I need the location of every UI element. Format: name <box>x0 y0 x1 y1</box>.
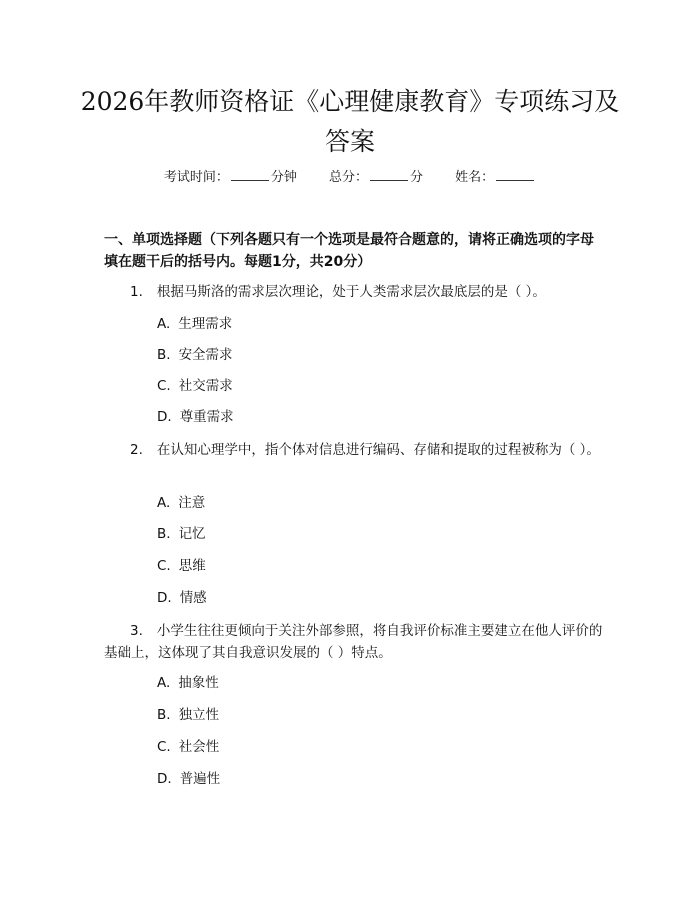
option-letter: B. <box>157 526 171 542</box>
option-text: 独立性 <box>178 707 220 723</box>
option-letter: D. <box>157 771 172 787</box>
option-letter: A. <box>157 675 171 691</box>
student-name-blank <box>496 168 534 181</box>
question-1 <box>104 281 604 303</box>
option-text: 社会性 <box>178 739 220 755</box>
option-1b <box>157 345 233 365</box>
option-3a <box>157 673 219 693</box>
exam-time-unit: 分钟 <box>270 170 297 185</box>
exam-time-label: 考试时间： <box>163 170 229 185</box>
option-text: 普遍性 <box>179 771 221 787</box>
document-title: 2026年教师资格证《心理健康教育》专项练习及答案 <box>80 87 620 156</box>
option-1c <box>157 376 233 396</box>
option-1d <box>157 407 234 427</box>
option-letter: B. <box>157 707 171 723</box>
total-score-blank <box>370 168 408 181</box>
exam-time <box>164 170 301 185</box>
option-letter: A. <box>157 316 171 332</box>
question-2 <box>104 439 604 461</box>
total-score-label: 总分： <box>328 170 368 185</box>
option-1a <box>157 314 232 334</box>
exam-time-blank <box>231 168 269 181</box>
option-2a <box>157 493 205 513</box>
total-score <box>329 170 427 185</box>
question-number: 3. <box>130 623 143 639</box>
option-text: 抽象性 <box>178 675 219 691</box>
student-name-label: 姓名： <box>455 170 495 185</box>
option-letter: C. <box>157 558 171 574</box>
option-text: 生理需求 <box>178 316 233 332</box>
option-text: 尊重需求 <box>179 409 234 425</box>
question-number: 2. <box>130 442 143 458</box>
option-2c <box>157 556 206 576</box>
option-letter: C. <box>157 739 171 755</box>
option-text: 情感 <box>179 590 207 606</box>
option-letter: A. <box>157 495 171 511</box>
option-3d <box>157 769 220 789</box>
student-name <box>455 170 536 185</box>
option-text: 安全需求 <box>178 347 233 363</box>
question-stem: 小学生往往更倾向于关注外部参照，将自我评价标准主要建立在他人评价的基础上，这体现了其自我意识发展的（ ）特点。 <box>104 623 603 661</box>
option-3b <box>157 705 219 725</box>
option-2d <box>157 588 207 608</box>
question-number: 1. <box>130 284 143 300</box>
question-stem: 根据马斯洛的需求层次理论，处于人类需求层次最底层的是（ ）。 <box>156 284 546 300</box>
exam-meta <box>0 168 700 188</box>
total-score-unit: 分 <box>410 170 424 185</box>
option-3c <box>157 737 219 757</box>
question-3 <box>104 620 604 664</box>
option-text: 社交需求 <box>178 378 233 394</box>
question-stem: 在认知心理学中，指个体对信息进行编码、存储和提取的过程被称为（ ）。 <box>156 442 600 458</box>
option-letter: C. <box>157 378 171 394</box>
option-text: 思维 <box>178 558 206 574</box>
section-heading: 一、单项选择题（下列各题只有一个选项是最符合题意的，请将正确选项的字母填在题干后的括号内。每题1分，共20分） <box>104 232 594 270</box>
option-2b <box>157 524 206 544</box>
option-letter: D. <box>157 590 172 606</box>
option-text: 注意 <box>178 495 206 511</box>
option-text: 记忆 <box>178 526 206 542</box>
option-letter: B. <box>157 347 171 363</box>
option-letter: D. <box>157 409 172 425</box>
